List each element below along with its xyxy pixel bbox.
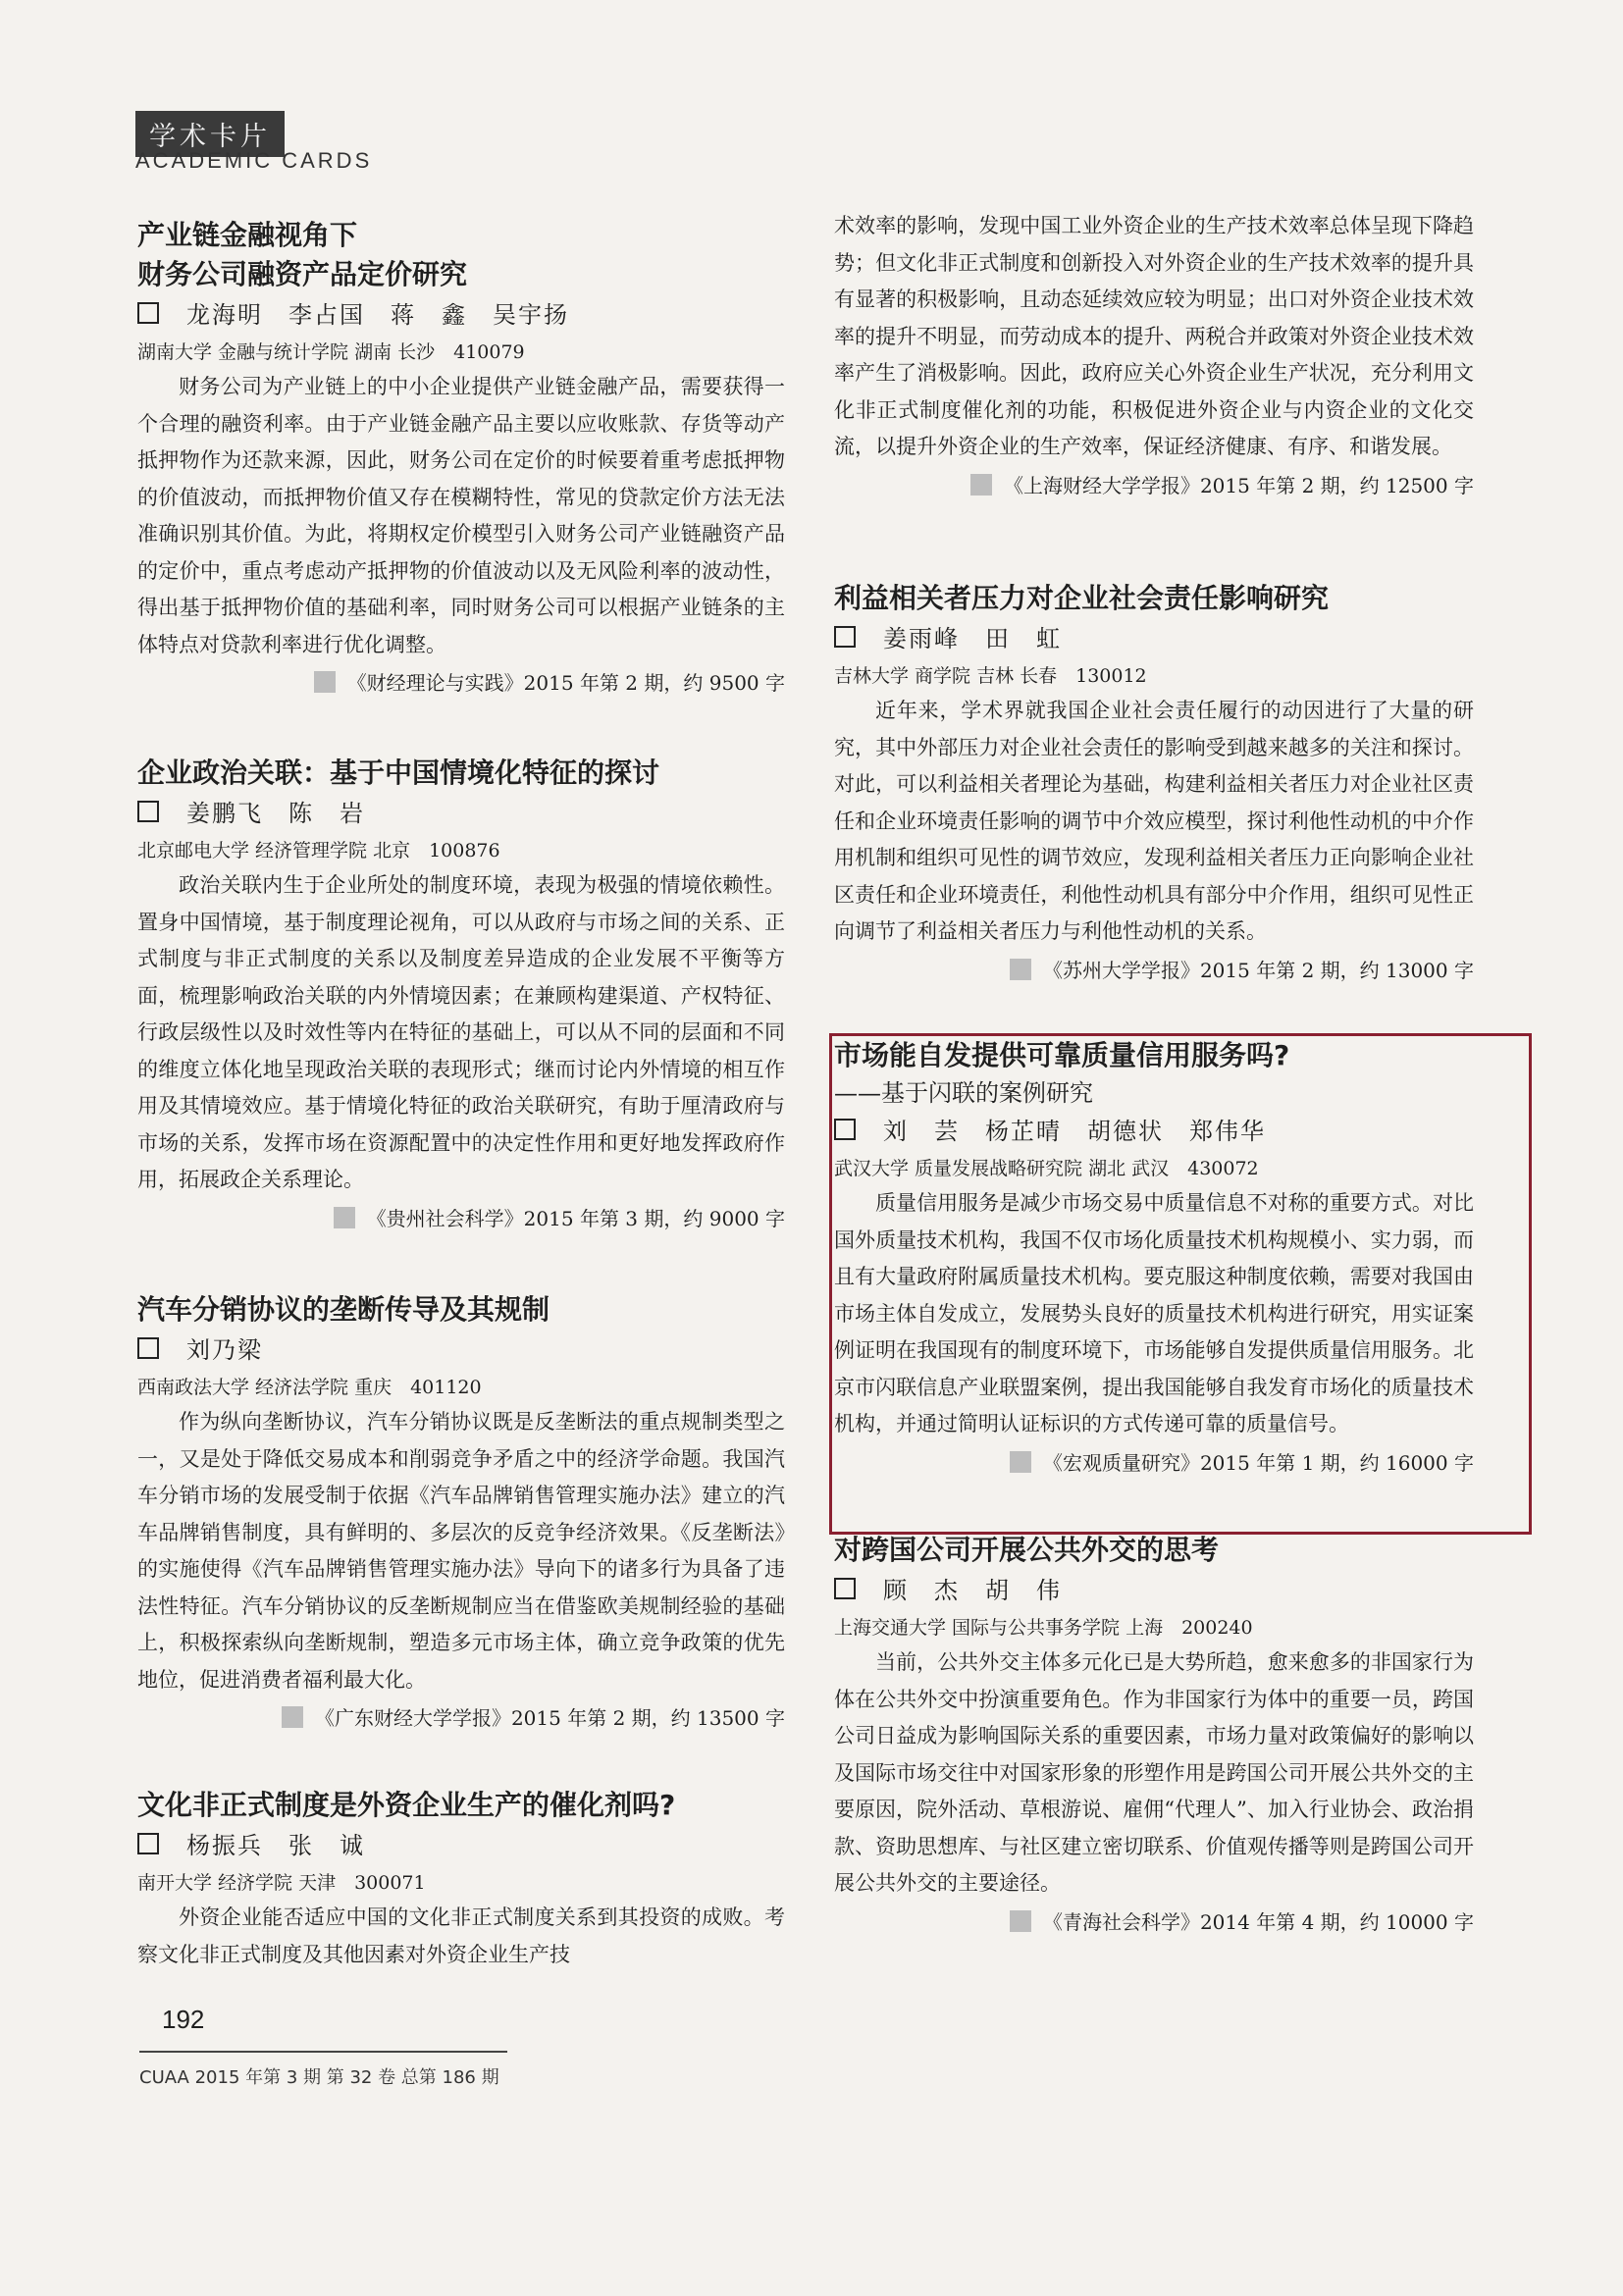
article-subtitle: ——基于闪联的案例研究 [834, 1079, 1093, 1107]
article-source: 《青海社会科学》2014 年第 4 期，约 10000 字 [834, 1903, 1474, 1942]
highlight-box [829, 1033, 1532, 1535]
article-authors: 刘 芸 杨芷晴 胡德状 郑伟华 [834, 1111, 1474, 1152]
square-bullet-icon [970, 474, 992, 496]
square-bullet-icon [1010, 959, 1031, 980]
article-abstract: 近年来，学术界就我国企业社会责任履行的动因进行了大量的研究，其中外部压力对企业社会责任的影响受到越来越多的关注和探讨。对此，可以利益相关者理论为基础，构建利益相关者压力对企业社区责任和企业环境责任影响的调节中介效应模型，探讨利他性动机的中介作用机制和组织可见性的调节效应，发现利益相关者压力正向影响企业社区责任和企业环境责任，利他性动机具有部分中介作用，组织可见性正向调节了利益相关者压力与利他性动机的关系。 [834, 699, 1474, 943]
article-title: 市场能自发提供可靠质量信用服务吗? [834, 1039, 1290, 1071]
article-authors: 姜鹏飞 陈 岩 [137, 793, 785, 834]
article-card [137, 1786, 785, 1973]
article-card [834, 579, 1474, 990]
article-affiliation: 上海交通大学 国际与公共事务学院 上海 200240 [834, 1617, 1253, 1639]
article-title: 汽车分销协议的垄断传导及其规制 [137, 1293, 550, 1326]
article-abstract: 财务公司为产业链上的中小企业提供产业链金融产品，需要获得一个合理的融资利率。由于产业链金融产品主要以应收账款、存货等动产抵押物作为还款来源，因此，财务公司在定价的时候要着重考虑抵押物的价值波动，而抵押物价值又存在模糊特性，常见的贷款定价方法无法准确识别其价值。为此，将期权定价模型引入财务公司产业链融资产品的定价中，重点考虑动产抵押物的价值波动以及无风险利率的波动性，得出基于抵押物价值的基础利率，同时财务公司可以根据产业链条的主体特点对贷款利率进行优化调整。 [137, 375, 785, 656]
article-card [137, 216, 785, 703]
article-abstract: 当前，公共外交主体多元化已是大势所趋，愈来愈多的非国家行为体在公共外交中扮演重要角色。作为非国家行为体中的重要一员，跨国公司日益成为影响国际关系的重要因素，市场力量对政策偏好的影响以及国际市场交往中对国家形象的形塑作用是跨国公司开展公共外交的主要原因，院外活动、草根游说、雇佣“代理人”、加入行业协会、政治捐款、资助思想库、与社区建立密切联系、价值观传播等则是跨国公司开展公共外交的主要途径。 [834, 1650, 1474, 1895]
checkbox-icon [137, 1833, 159, 1854]
article-abstract: 作为纵向垄断协议，汽车分销协议既是反垄断法的重点规制类型之一，又是处于降低交易成本和削弱竞争矛盾之中的经济学命题。我国汽车分销市场的发展受制于依据《汽车品牌销售管理实施办法》建立的汽车品牌销售制度，具有鲜明的、多层次的反竞争经济效果。《反垄断法》的实施使得《汽车品牌销售管理实施办法》导向下的诸多行为具备了违法性特征。汽车分销协议的反垄断规制应当在借鉴欧美规制经验的基础上，积极探索纵向垄断规制，塑造多元市场主体，确立竞争政策的优先地位，促进消费者福利最大化。 [137, 1410, 785, 1692]
article-authors: 刘乃梁 [137, 1330, 785, 1371]
article-card [834, 1531, 1474, 1942]
article-source: 《财经理论与实践》2015 年第 2 期，约 9500 字 [137, 663, 785, 703]
article-authors: 龙海明 李占国 蒋 鑫 吴宇扬 [137, 294, 785, 336]
article-affiliation: 西南政法大学 经济法学院 重庆 401120 [137, 1377, 482, 1398]
article-authors: 杨振兵 张 诚 [137, 1825, 785, 1866]
checkbox-icon [834, 1578, 856, 1599]
article-source: 《贵州社会科学》2015 年第 3 期，约 9000 字 [137, 1199, 785, 1238]
page-number: 192 [162, 2005, 205, 2034]
article-source: 《宏观质量研究》2015 年第 1 期，约 16000 字 [834, 1443, 1474, 1483]
article-affiliation: 南开大学 经济学院 天津 300071 [137, 1872, 426, 1894]
article-authors: 顾 杰 胡 伟 [834, 1570, 1474, 1611]
article-affiliation: 北京邮电大学 经济管理学院 北京 100876 [137, 840, 500, 861]
article-card [137, 754, 785, 1238]
article-title: 财务公司融资产品定价研究 [137, 258, 468, 290]
checkbox-icon [137, 1337, 159, 1359]
square-bullet-icon [334, 1207, 355, 1228]
article-continuation [834, 208, 1474, 505]
article-source: 《苏州大学学报》2015 年第 2 期，约 13000 字 [834, 951, 1474, 990]
checkbox-icon [137, 801, 159, 822]
section-tag: 学术卡片 [135, 111, 285, 157]
journal-info: CUAA 2015 年第 3 期 第 32 卷 总第 186 期 [139, 2067, 499, 2088]
footer-divider [139, 2051, 507, 2053]
article-affiliation: 湖南大学 金融与统计学院 湖南 长沙 410079 [137, 341, 525, 363]
article-abstract: 外资企业能否适应中国的文化非正式制度关系到其投资的成败。考察文化非正式制度及其他因素对外资企业生产技 [137, 1905, 785, 1966]
article-abstract: 政治关联内生于企业所处的制度环境，表现为极强的情境依赖性。置身中国情境，基于制度理论视角，可以从政府与市场之间的关系、正式制度与非正式制度的关系以及制度差异造成的企业发展不平衡等方面，梳理影响政治关联的内外情境因素；在兼顾构建渠道、产权特征、行政层级性以及时效性等内在特征的基础上，可以从不同的层面和不同的维度立体化地呈现政治关联的表现形式；继而讨论内外情境的相互作用及其情境效应。基于情境化特征的政治关联研究，有助于厘清政府与市场的关系，发挥市场在资源配置中的决定性作用和更好地发挥政府作用，拓展政企关系理论。 [137, 873, 785, 1191]
article-affiliation: 吉林大学 商学院 吉林 长春 130012 [834, 665, 1147, 687]
article-abstract: 质量信用服务是减少市场交易中质量信息不对称的重要方式。对比国外质量技术机构，我国不仅市场化质量技术机构规模小、实力弱，而且有大量政府附属质量技术机构。要克服这种制度依赖，需要对我国由市场主体自发成立，发展势头良好的质量技术机构进行研究，用实证案例证明在我国现有的制度环境下，市场能够自发提供质量信用服务。北京市闪联信息产业联盟案例，提出我国能够自我发育市场化的质量技术机构，并通过简明认证标识的方式传递可靠的质量信号。 [834, 1191, 1474, 1435]
checkbox-icon [137, 302, 159, 324]
article-card [137, 1290, 785, 1738]
article-title: 利益相关者压力对企业社会责任影响研究 [834, 582, 1330, 614]
article-title: 对跨国公司开展公共外交的思考 [834, 1534, 1220, 1566]
square-bullet-icon [1010, 1910, 1031, 1932]
article-title: 企业政治关联：基于中国情境化特征的探讨 [137, 757, 660, 789]
article-affiliation: 武汉大学 质量发展战略研究院 湖北 武汉 430072 [834, 1158, 1259, 1179]
article-source: 《上海财经大学学报》2015 年第 2 期，约 12500 字 [834, 466, 1474, 505]
article-abstract: 术效率的影响，发现中国工业外资企业的生产技术效率总体呈现下降趋势；但文化非正式制度和创新投入对外资企业的生产技术效率的提升具有显著的积极影响，且动态延续效应较为明显；出口对外资企业技术效率的提升不明显，而劳动成本的提升、两税合并政策对外资企业技术效率产生了消极影响。因此，政府应关心外资企业生产状况，充分利用文化非正式制度催化剂的功能，积极促进外资企业与内资企业的文化交流，以提升外资企业的生产效率，保证经济健康、有序、和谐发展。 [834, 214, 1474, 458]
square-bullet-icon [314, 671, 336, 693]
article-title: 文化非正式制度是外资企业生产的催化剂吗? [137, 1789, 676, 1821]
article-title: 产业链金融视角下 [137, 219, 358, 251]
section-subtitle: ACADEMIC CARDS [135, 148, 373, 173]
square-bullet-icon [282, 1706, 303, 1728]
article-authors: 姜雨峰 田 虹 [834, 618, 1474, 659]
checkbox-icon [834, 626, 856, 648]
article-source: 《广东财经大学学报》2015 年第 2 期，约 13500 字 [137, 1698, 785, 1738]
